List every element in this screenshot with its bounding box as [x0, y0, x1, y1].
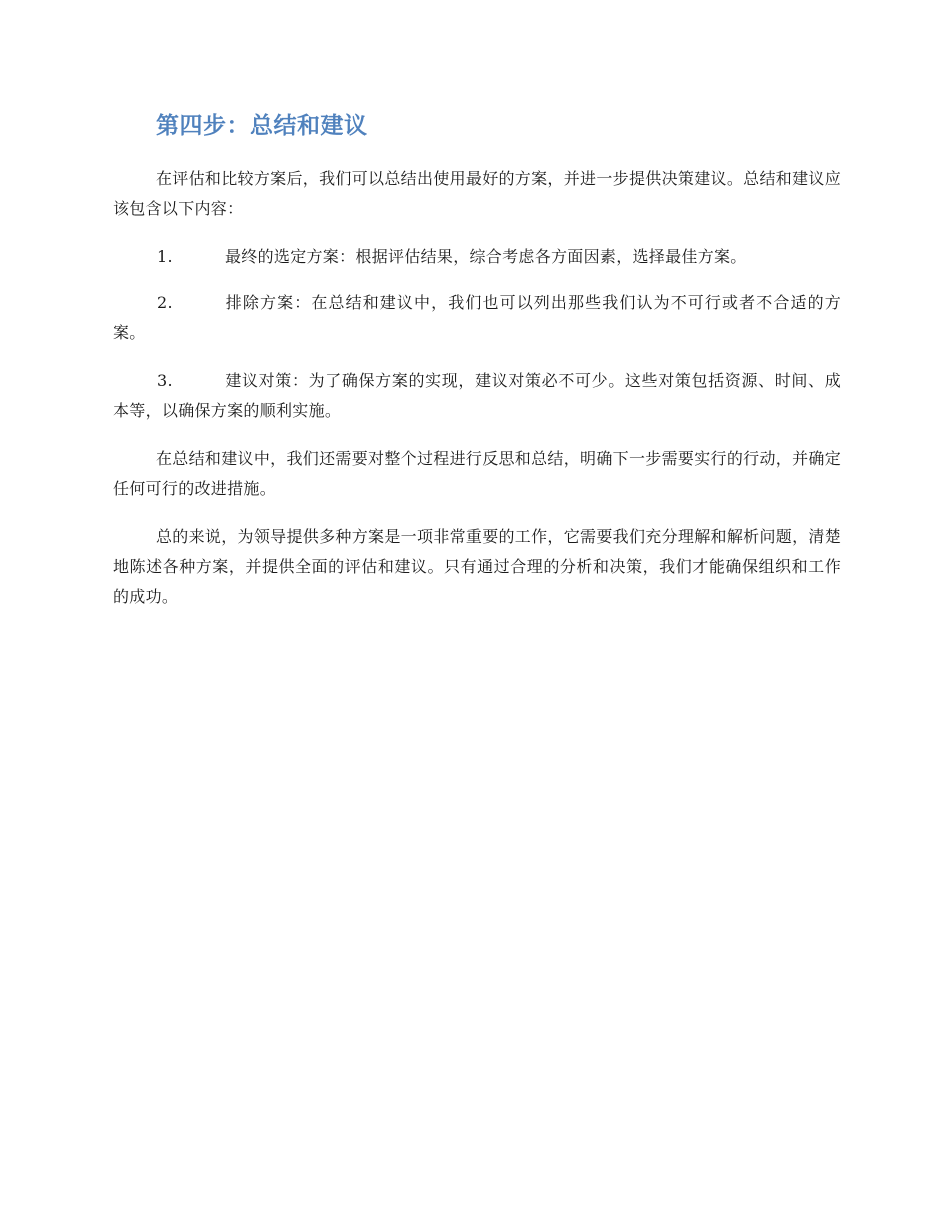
list-item-1 — [113, 242, 841, 272]
list-item-number: 2. — [157, 293, 173, 312]
conclusion-paragraph: 总的来说，为领导提供多种方案是一项非常重要的工作，它需要我们充分理解和解析问题，清楚地陈述各种方案，并提供全面的评估和建议。只有通过合理的分析和决策，我们才能确保组织和工作的成功。 — [113, 527, 841, 606]
list-item-text: 建议对策：为了确保方案的实现，建议对策必不可少。这些对策包括资源、时间、成本等，以确保方案的顺利实施。 — [113, 371, 841, 420]
list-item-3 — [113, 366, 841, 426]
intro-paragraph: 在评估和比较方案后，我们可以总结出使用最好的方案，并进一步提供决策建议。总结和建议应该包含以下内容： — [113, 169, 841, 218]
list-item-number: 3. — [157, 371, 173, 390]
reflection-paragraph: 在总结和建议中，我们还需要对整个过程进行反思和总结，明确下一步需要实行的行动，并确定任何可行的改进措施。 — [113, 449, 841, 498]
list-item-text: 排除方案：在总结和建议中，我们也可以列出那些我们认为不可行或者不合适的方案。 — [113, 293, 841, 342]
list-item-2 — [113, 288, 841, 348]
list-item-text: 最终的选定方案：根据评估结果，综合考虑各方面因素，选择最佳方案。 — [225, 247, 747, 266]
section-heading: 第四步：总结和建议 — [156, 113, 368, 139]
list-item-number: 1. — [157, 247, 173, 266]
